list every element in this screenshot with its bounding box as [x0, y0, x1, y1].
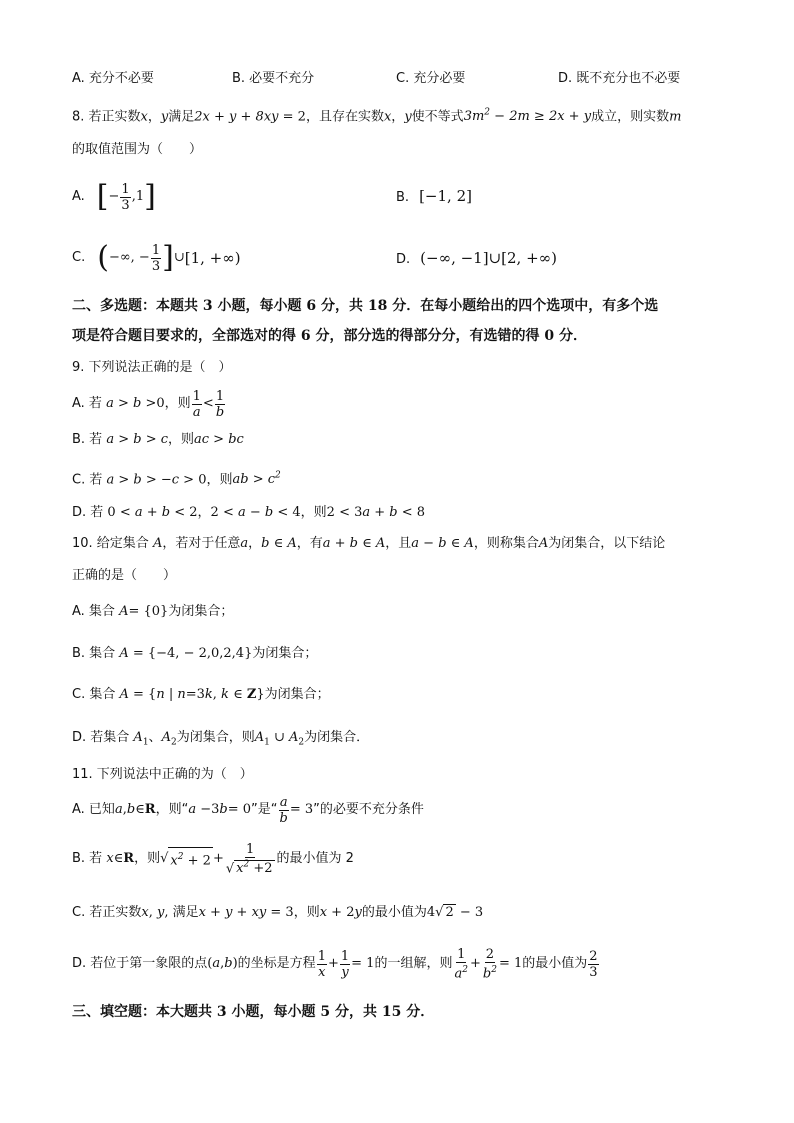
q10-option-b: B. 集合 A = {−4, − 2,0,2,4}为闭集合； — [72, 646, 318, 661]
q10-option-d: D. 若集合 $A_1$、$A_2$为闭集合，则$A_1$ ∪ $A_2$为闭集合． — [72, 730, 370, 748]
section2-heading: 二、多选题：本题共 3 小题，每小题 6 分，共 18 分．在每小题给出的四个选项中，有多个选 — [72, 298, 659, 314]
q11-option-c: C. 若正实数x, y, 满足x + y + xy = 3，则x + 2y的最小值为4√ 2 − 3 — [72, 905, 484, 920]
q9-option-d: D. 若 0 < a + b < 2，2 < a − b < 4，则2 < 3a + b < 8 — [72, 505, 426, 520]
q8-option-d: D. (−∞, −1]∪[2, +∞) — [396, 249, 557, 267]
q10-option-a: A. 集合 A= {0}为闭集合； — [72, 604, 234, 619]
q10-option-c: C. 集合 A = {n | n=3k, k ∈ Z}为闭集合； — [72, 687, 330, 702]
q11-option-d: D. 若位于第一象限的点 ( a , b ) 的坐标是方程 $\frac{1}{x}$ + $\frac{1}{y}$ = 1 的一组解，则 $\frac{1}{a^2}$ + $\frac{2}{b^2}$ = 1 的最小值为 $\frac{2}{3}$ — [72, 946, 598, 982]
q8-stem: 8. 若正实数x，y满足2x + y + 8xy = 2，且存在实数x，y使不等式$3m^2 - 2m \ge 2x + y$成立，则实数m — [72, 108, 682, 125]
q8-stem-line2: 的取值范围为（ ） — [72, 142, 203, 157]
q9-option-a: A. 若 a > b > 0 ，则 $\frac{1}{a}$ < $\frac{1}{b}$ — [72, 388, 225, 420]
q9-option-b: B. 若 a > b > c，则ac > bc — [72, 432, 244, 447]
section3-heading: 三、填空题：本大题共 3 小题，每小题 5 分，共 15 分． — [72, 1004, 435, 1020]
q9-stem: 9. 下列说法正确的是（ ） — [72, 360, 232, 375]
q10-stem: 10. 给定集合 A，若对于任意a，b ∈ A，有a + b ∈ A，且a − b ∈ A，则称集合A为闭集合，以下结论 — [72, 536, 666, 551]
q11-option-a: A. 已知 a , b ∈ R ，则“ a − 3 b = 0 ”是“ $\frac{a}{b}$ = 3 ”的必要不充分条件 — [72, 794, 424, 826]
q8-option-c: C. ( −∞, − $\frac{1}{3}$ ] ∪ [1, +∞) — [72, 240, 241, 275]
q11-option-b: B. 若 x ∈ R ，则 √ $x^2 + 2$ + $\frac{1}{√ x^2 +2}$ 的最小值为 2 — [72, 841, 354, 877]
q7-option-c: C. 充分必要 — [396, 71, 466, 86]
q7-option-d: D. 既不充分也不必要 — [558, 71, 681, 86]
q11-stem: 11. 下列说法中正确的为（ ） — [72, 767, 253, 782]
q8-option-b: B. [−1, 2] — [396, 187, 472, 205]
section2-heading-line2: 项是符合题目要求的，全部选对的得 6 分，部分选的得部分分，有选错的得 0 分． — [72, 328, 587, 344]
q7-option-b: B. 必要不充分 — [232, 71, 315, 86]
q7-option-a: A. 充分不必要 — [72, 71, 154, 86]
q10-stem-line2: 正确的是（ ） — [72, 568, 177, 583]
q9-option-c: C. 若 a > b > −c > 0，则ab > $c^2$ — [72, 471, 281, 488]
q8-option-a: A. [ − $\frac{1}{3}$ ,1 ] — [72, 179, 156, 214]
